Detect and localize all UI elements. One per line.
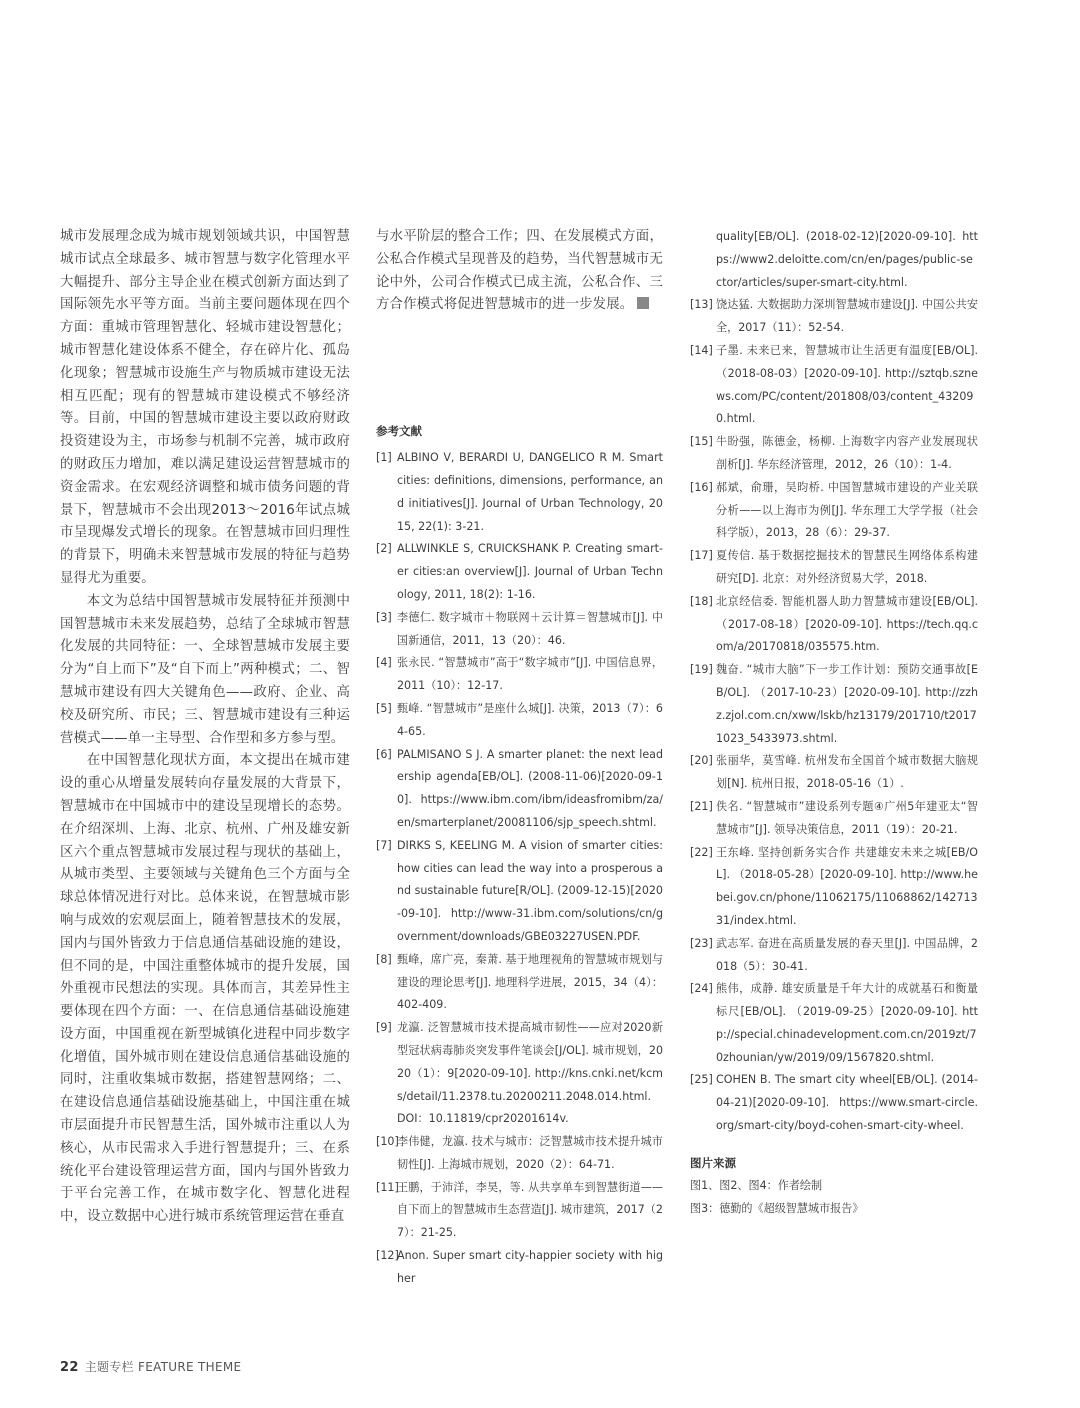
reference-item: [376, 447, 663, 538]
end-mark-icon: [637, 297, 649, 309]
reference-item: [376, 1131, 663, 1177]
reference-item: [376, 949, 663, 1017]
reference-number: [3]: [376, 610, 392, 624]
reference-number: [9]: [376, 1021, 392, 1035]
reference-item: [690, 545, 978, 591]
reference-number: [1]: [376, 451, 392, 465]
paragraph-2: 本文为总结中国智慧城市发展特征并预测中国智慧城市未来发展趋势，总结了全球城市智慧化发展的共同特征：一、全球智慧城市发展主要分为“自上而下”及“自下而上”两种模式；二、智慧城市建设有四大关键角色——政府、企业、高校及研究所、市民；三、智慧城市建设有三种运营模式——单一主导型、合作型和多方参与型。: [60, 593, 350, 746]
reference-text: 张永民. “智慧城市”高于“数字城市”[J]. 中国信息界，2011（10）：12-17.: [397, 656, 663, 693]
reference-list-part-2: [690, 226, 978, 1138]
reference-text: 牛盼强，陈德金，杨柳. 上海数字内容产业发展现状剖析[J]. 华东经济管理，2012，26（10）：1-4.: [716, 435, 978, 471]
reference-text: 龙瀛. 泛智慧城市技术提高城市韧性——应对2020新型冠状病毒肺炎突发事件笔谈会[J/OL]. 城市规划，2020（1）：9[2020-09-10]. http://kns.cnki.net/kcms/detail/11.2378.tu.20200211.2048.014.html. DOI：10.11819/cpr20201614v.: [397, 1021, 663, 1126]
reference-text: DIRKS S, KEELING M. A vision of smarter cities: how cities can lead the way into a prosperous and sustainable future[R/OL]. (2009-12-15)[2020-09-10]. http://www-31.ibm.com/solutions/cn/government/downloads/GBE03227USEN.PDF.: [397, 838, 663, 943]
reference-number: [8]: [376, 952, 392, 966]
image-source-item: 图3：德勤的《超级智慧城市报告》: [690, 1201, 864, 1215]
reference-number: [21]: [690, 799, 713, 813]
reference-text: 李伟健，龙瀛. 技术与城市：泛智慧城市技术提升城市韧性[J]. 上海城市规划，2020（2）：64-71.: [397, 1135, 663, 1171]
paragraph-4: [376, 226, 663, 317]
page-footer: [60, 1358, 241, 1375]
reference-number: [24]: [690, 982, 713, 996]
reference-item: [690, 1069, 978, 1137]
reference-item: [690, 340, 978, 431]
reference-text: 佚名. “智慧城市”建设系列专题④广州5年建亚太“智慧城市”[J]. 领导决策信息，2011（19）：20-21.: [716, 799, 978, 836]
reference-item: [376, 538, 663, 606]
reference-text: ALLWINKLE S, CRUICKSHANK P. Creating smart-er cities:an overview[J]. Journal of Urban Technology, 2011, 18(2): 1-16.: [397, 542, 663, 601]
reference-item: [690, 659, 978, 750]
reference-number: [16]: [690, 480, 713, 494]
reference-number: [4]: [376, 656, 392, 670]
reference-item: [690, 978, 978, 1069]
reference-item: [376, 744, 663, 835]
reference-text: 夏传信. 基于数据挖掘技术的智慧民生网络体系构建研究[D]. 北京：对外经济贸易大学，2018.: [716, 549, 978, 585]
reference-item: [690, 796, 978, 842]
reference-text: 郝斌，俞珊，吴昀桥. 中国智慧城市建设的产业关联分析——以上海市为例[J]. 华东理工大学学报（社会科学版），2013，28（6）：29-37.: [716, 480, 978, 540]
reference-text: 李德仁. 数字城市＋物联网＋云计算＝智慧城市[J]. 中国新通信，2011，13（20）：46.: [397, 610, 663, 647]
paragraph-3: 在中国智慧化现状方面，本文提出在城市建设的重心从增量发展转向存量发展的大背景下，智慧城市在中国城市中的建设呈现增长的态势。在介绍深圳、上海、北京、杭州、广州及雄安新区六个重点智慧城市发展过程与现状的基础上，从城市类型、主要领域与关键角色三个方面与全球总体情况进行对比。总体来说，在智慧城市影响与成效的宏观层面上，随着智慧技术的发展，国内与国外皆致力于信息通信基础设施的建设，但不同的是，中国注重整体城市的提升发展，国外重视市民想法的实现。具体而言，其差异性主要体现在四个方面：一、在信息通信基础设施建设方面，中国重视在新型城镇化进程中同步数字化增值，国外城市则在建设信息通信基础设施的同时，注重收集城市数据，搭建智慧网络；二、在建设信息通信基础设施基础上，中国注重在城市层面提升市民智慧生活，国外城市注重以人为核心，从市民需求入手进行智慧提升；三、在系统化平台建设管理运营方面，国内与国外皆致力于平台完善工作，在城市数字化、智慧化进程中，设立数据中心进行城市系统管理运营在垂直: [60, 753, 350, 1225]
reference-text: 子墨. 未来已来，智慧城市让生活更有温度[EB/OL]. （2018-08-03）[2020-09-10]. http://sztqb.sznews.com/PC/content/201808/03/content_432090.html.: [716, 343, 978, 426]
reference-item: [690, 750, 978, 796]
reference-text: 熊伟，成静. 雄安质量是千年大计的成就基石和衡量标尺[EB/OL]. （2019-09-25）[2020-09-10]. http://special.chinadevelopment.com.cn/2019zt/70zhounian/yw/2019/09/1567820.shtml.: [716, 982, 978, 1064]
page-number: 22: [60, 1360, 79, 1375]
reference-text: 北京经信委. 智能机器人助力智慧城市建设[EB/OL]. （2017-08-18）[2020-09-10]. https://tech.qq.com/a/20170818/035575.htm.: [716, 594, 978, 654]
reference-number: [5]: [376, 701, 392, 715]
image-source-item: 图1、图2、图4：作者绘制: [690, 1178, 823, 1192]
reference-number: [19]: [690, 663, 713, 677]
reference-text: PALMISANO S J. A smarter planet: the next leadership agenda[EB/OL]. (2008-11-06)[2020-09-10]. https://www.ibm.com/ibm/ideasfromibm/za/en/smarterplanet/20081106/sjp_speech.shtml.: [397, 747, 663, 829]
reference-number: [13]: [690, 298, 713, 312]
reference-number: [20]: [690, 754, 713, 768]
reference-number: [6]: [376, 747, 392, 761]
reference-number: [14]: [690, 343, 713, 357]
reference-item: [690, 226, 978, 294]
reference-item: [690, 842, 978, 933]
reference-item: [376, 698, 663, 744]
reference-text: 武志军. 奋进在高质量发展的春天里[J]. 中国品牌，2018（5）：30-41.: [716, 936, 978, 973]
reference-item: [376, 607, 663, 653]
reference-number: [18]: [690, 594, 713, 608]
section-label: 主题专栏 FEATURE THEME: [84, 1360, 242, 1374]
image-sources-list: [690, 1175, 978, 1221]
reference-item: [690, 294, 978, 340]
reference-text: 饶达猛. 大数据助力深圳智慧城市建设[J]. 中国公共安全，2017（11）：52-54.: [716, 298, 978, 335]
main-text-column-1: [60, 226, 350, 1229]
reference-text: Anon. Super smart city-happier society with higher: [397, 1249, 663, 1285]
reference-text: COHEN B. The smart city wheel[EB/OL]. (2014-04-21)[2020-09-10]. https://www.smart-circle.org/smart-city/boyd-cohen-smart-city-wheel.: [716, 1073, 978, 1133]
paragraph-1: 城市发展理念成为城市规划领域共识，中国智慧城市试点全球最多、城市智慧与数字化管理水平大幅提升、部分主导企业在模式创新方面达到了国际领先水平等方面。当前主要问题体现在四个方面：重城市管理智慧化、轻城市建设智慧化；城市智慧化建设体系不健全，存在碎片化、孤岛化现象；智慧城市设施生产与物质城市建设无法相互匹配；现有的智慧城市建设模式不够经济等。目前，中国的智慧城市建设主要以政府财政投资建设为主，市场参与机制不完善，城市政府的财政压力增加，难以满足建设运营智慧城市的资金需求。在宏观经济调整和城市债务问题的背景下，智慧城市不会出现2013～2016年试点城市呈现爆发式增长的现象。在智慧城市回归理性的背景下，明确未来智慧城市发展的特征与趋势显得尤为重要。: [60, 229, 350, 586]
reference-text: 张丽华，莫雪峰. 杭州发布全国首个城市数据大脑规划[N]. 杭州日报，2018-05-16（1）.: [716, 754, 978, 791]
reference-number: [25]: [690, 1073, 713, 1087]
reference-number: [7]: [376, 838, 392, 852]
reference-text: 王鹏，于沛洋，李昊，等. 从共享单车到智慧街道——自下而上的智慧城市生态营造[J]. 城市建筑，2017（27）：21-25.: [397, 1180, 663, 1240]
reference-text: 王东峰. 坚持创新务实合作 共建雄安未来之城[EB/OL]. （2018-05-28）[2020-09-10]. http://www.hebei.gov.cn/phone/11062175/11068862/14271331/index.html.: [716, 845, 978, 927]
reference-item: [376, 1177, 663, 1245]
reference-text: ALBINO V, BERARDI U, DANGELICO R M. Smart cities: definitions, dimensions, performance, and initiatives[J]. Journal of Urban Technology, 2015, 22(1): 3-21.: [397, 451, 663, 533]
reference-item: [690, 477, 978, 545]
reference-text: 甄峰，席广亮，秦萧. 基于地理视角的智慧城市规划与建设的理论思考[J]. 地理科学进展，2015，34（4）：402-409.: [397, 952, 663, 1012]
reference-item: [690, 591, 978, 659]
reference-number: [17]: [690, 549, 713, 563]
reference-item: [376, 1245, 663, 1291]
reference-text: 甄峰. “智慧城市”是座什么城[J]. 决策，2013（7）：64-65.: [397, 701, 663, 738]
references-heading: 参考文献: [376, 424, 422, 439]
image-sources-heading: 图片来源: [690, 1155, 736, 1170]
reference-number: [2]: [376, 542, 392, 556]
reference-number: [23]: [690, 936, 713, 950]
reference-item: [376, 835, 663, 949]
reference-number: [15]: [690, 435, 713, 449]
reference-list-part-1: [376, 447, 663, 1290]
reference-item: [690, 933, 978, 979]
reference-item: [376, 1017, 663, 1131]
reference-number: [22]: [690, 845, 713, 859]
reference-number: [12]: [376, 1249, 399, 1263]
paragraph-4-text: 与水平阶层的整合工作；四、在发展模式方面，公私合作模式呈现普及的趋势，当代智慧城市无论中外，公司合作模式已成主流，公私合作、三方合作模式将促进智慧城市的进一步发展。: [376, 229, 663, 313]
main-text-column-2: [376, 226, 663, 1291]
reference-item: [376, 652, 663, 698]
reference-text: quality[EB/OL]. (2018-02-12)[2020-09-10]. https://www2.deloitte.com/cn/en/pages/public-sector/articles/super-smart-city.html.: [716, 230, 978, 289]
main-text-column-3: [690, 226, 978, 1220]
reference-number: [10]: [376, 1135, 399, 1149]
reference-item: [690, 431, 978, 477]
reference-text: 魏奋. “城市大脑”下一步工作计划：预防交通事故[EB/OL]. （2017-10-23）[2020-09-10]. http://zzhz.zjol.com.cn/xww/lskb/hz13179/201710/t20171023_5433973.shtml.: [716, 663, 978, 745]
reference-number: [11]: [376, 1180, 399, 1194]
